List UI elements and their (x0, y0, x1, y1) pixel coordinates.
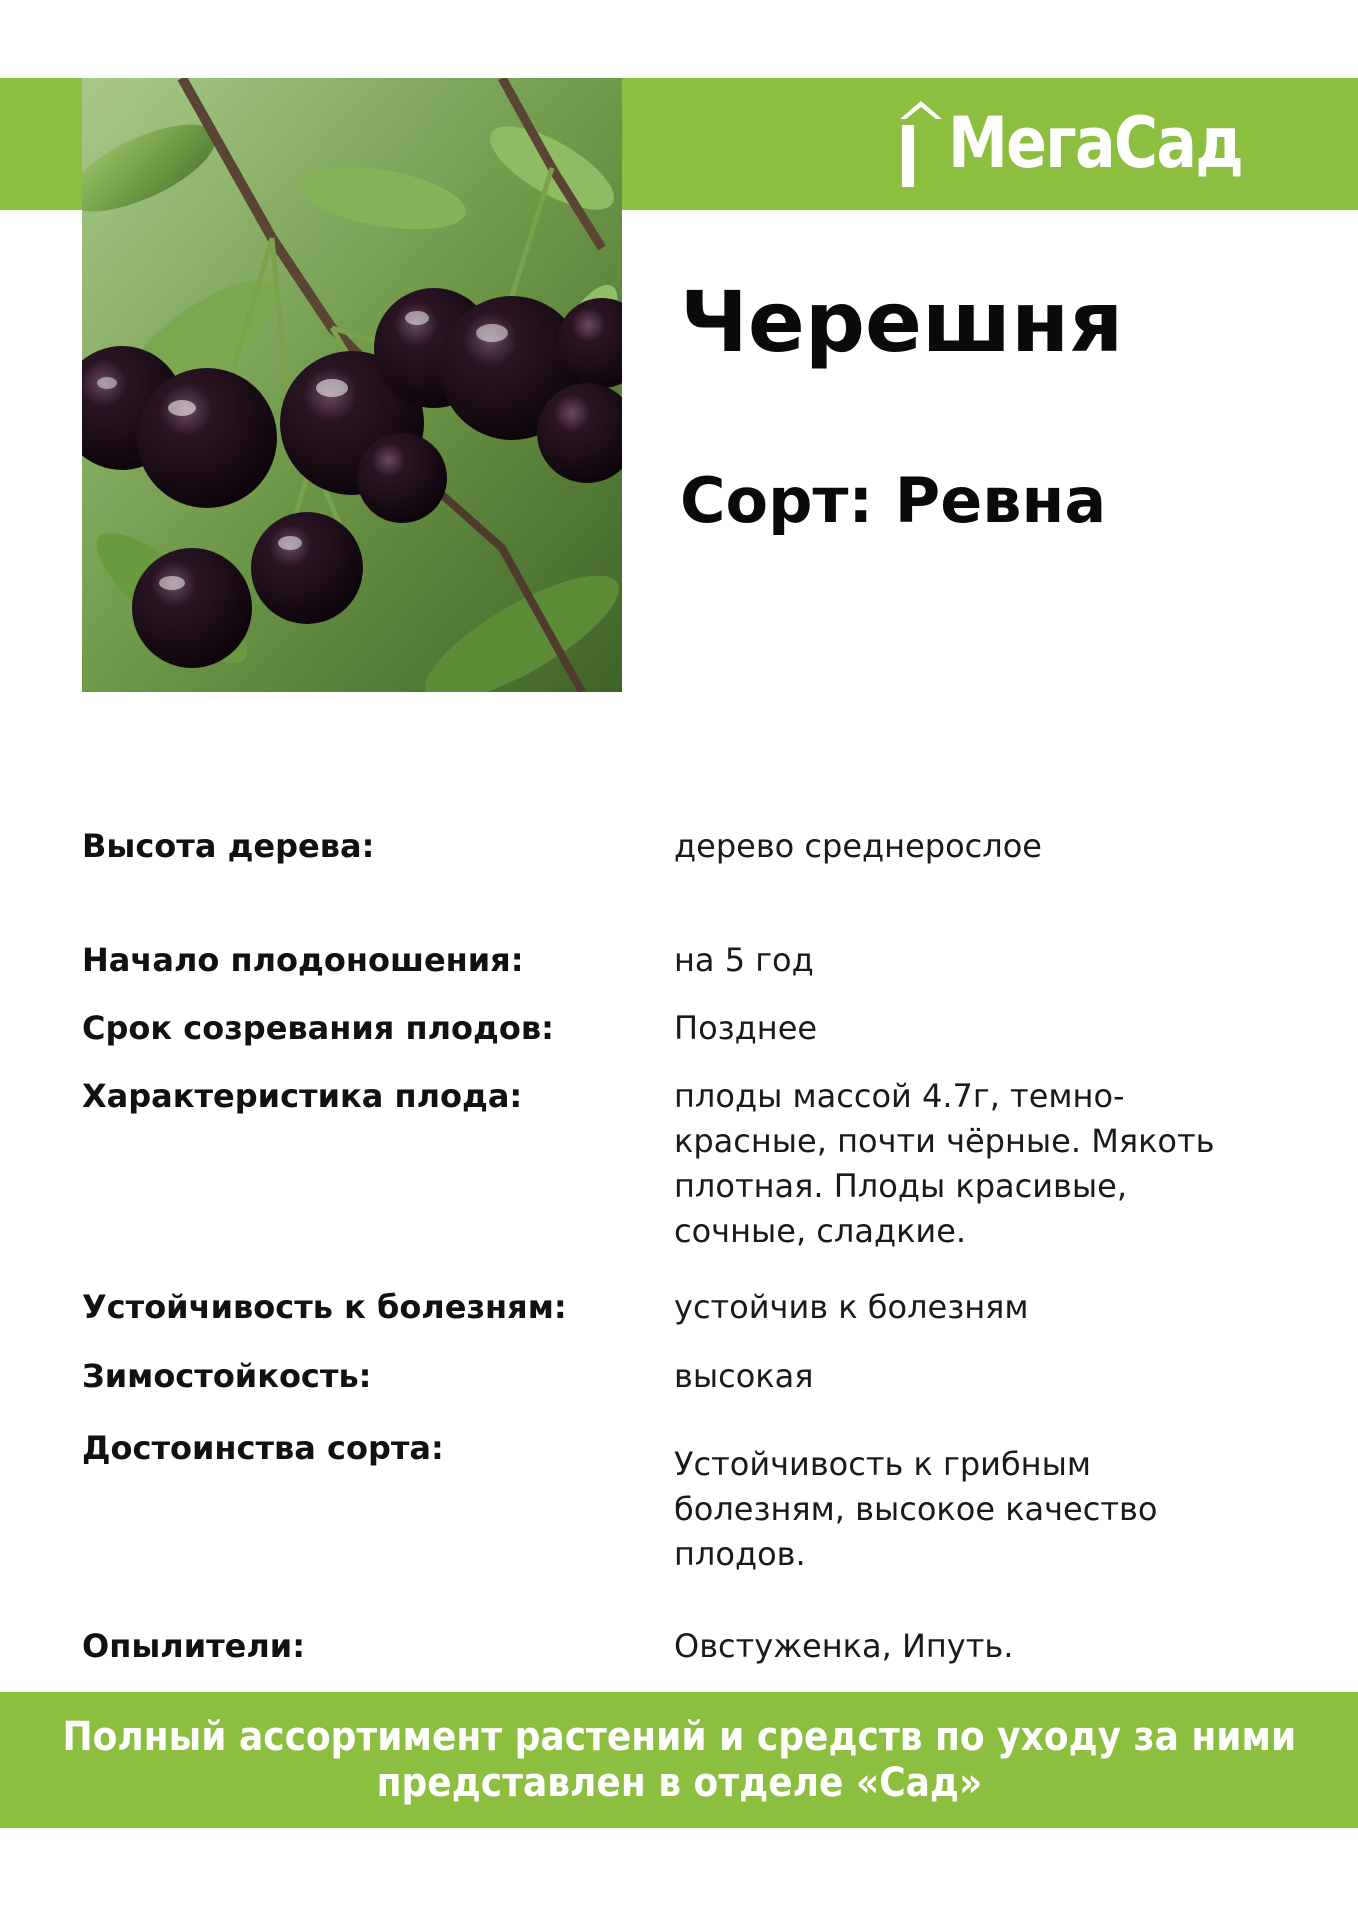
spec-value: плоды массой 4.7г, темно-красные, почти чёрные. Мякоть плотная. Плоды красивые, сочные, сладкие. (674, 1077, 1215, 1250)
footer-band (0, 1692, 1358, 1828)
spec-label: Срок созревания плодов: (82, 1009, 554, 1047)
footer-message (0, 1692, 1358, 1828)
footer-line-2: представлен в отделе «Сад» (376, 1760, 982, 1806)
spec-label: Начало плодоношения: (82, 941, 524, 979)
house-icon (898, 97, 944, 189)
spec-label: Устойчивость к болезням: (82, 1288, 567, 1326)
spec-label: Характеристика плода: (82, 1077, 523, 1115)
spec-value: устойчив к болезням (674, 1288, 1029, 1326)
spec-label: Достоинства сорта: (82, 1429, 444, 1467)
spec-value: Овстуженка, Ипуть. (674, 1627, 1014, 1665)
spec-value: дерево среднерослое (674, 827, 1042, 865)
spec-label: Опылители: (82, 1627, 306, 1665)
brand-name: МегаСад (948, 102, 1243, 184)
spec-value: Устойчивость к грибным болезням, высокое качество плодов. (674, 1445, 1158, 1573)
spec-label: Зимостойкость: (82, 1357, 372, 1395)
cherry-illustration (82, 78, 622, 692)
spec-value: на 5 год (674, 941, 814, 979)
product-photo (82, 78, 622, 692)
brand-logo (898, 88, 1290, 198)
spec-value: высокая (674, 1357, 814, 1395)
variety-name: Сорт: Ревна (680, 464, 1107, 537)
spec-label: Высота дерева: (82, 827, 375, 865)
page-title: Черешня (680, 273, 1124, 371)
spec-value: Позднее (674, 1009, 818, 1047)
footer-line-1: Полный ассортимент растений и средств по уходу за ними (62, 1714, 1296, 1760)
